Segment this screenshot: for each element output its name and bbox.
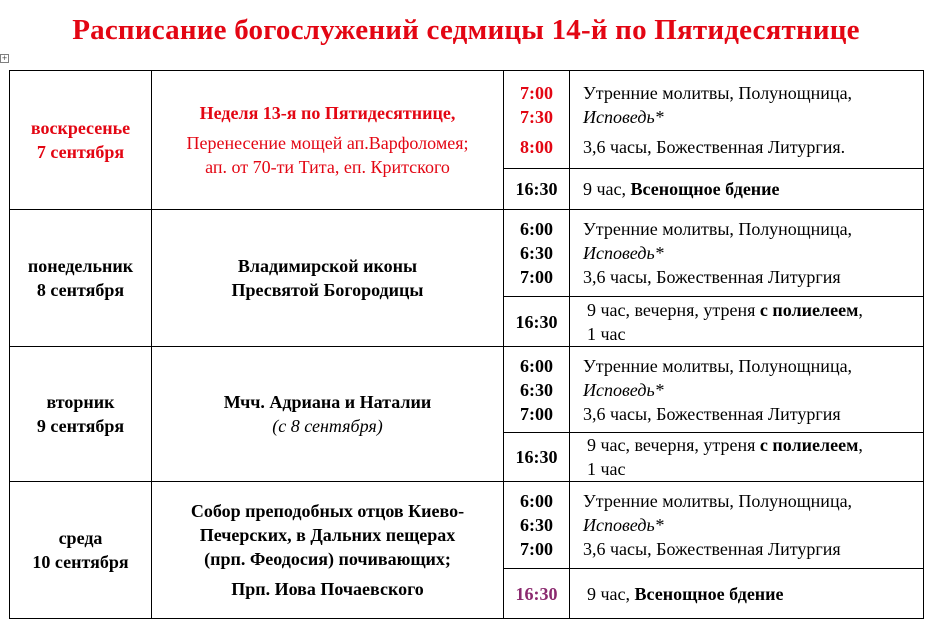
service-time: 16:30: [515, 583, 558, 604]
time-cell: [504, 71, 570, 169]
service-line: 1 час: [587, 323, 626, 344]
feast-line: (прп. Феодосия) почивающих;: [204, 549, 451, 569]
day-date: 7 сентября: [36, 142, 125, 162]
service-time: 16:30: [515, 447, 558, 467]
services-cell: [570, 347, 924, 433]
feast-cell: [152, 482, 504, 619]
service-line: Утренние молитвы, Полунощница,: [583, 219, 853, 239]
day-cell: [10, 71, 152, 210]
feast-line: (с 8 сентября): [272, 416, 383, 436]
page-title: Расписание богослужений седмицы 14-й по Пятидесятнице: [72, 14, 860, 46]
service-line: 9 час, вечерня, утреня: [587, 299, 760, 320]
feast-line: ап. от 70-ти Тита, еп. Критского: [205, 157, 450, 177]
table-row: [10, 71, 924, 169]
feast-title: Неделя 13-я по Пятидесятнице,: [199, 103, 456, 123]
service-time: 6:00: [520, 219, 553, 239]
services-cell: [570, 210, 924, 297]
day-name: понедельник: [27, 256, 134, 276]
service-line: ,: [858, 299, 863, 320]
table-row: [10, 347, 924, 433]
service-time: 7:30: [520, 106, 553, 127]
service-time: 8:00: [520, 136, 553, 157]
table-row: [10, 210, 924, 297]
feast-line: Мчч. Адриана и Наталии: [223, 392, 432, 412]
day-date: 9 сентября: [36, 416, 125, 436]
service-time: 16:30: [515, 179, 558, 199]
service-line: Исповедь*: [583, 515, 664, 535]
day-name: среда: [58, 528, 103, 548]
service-line: Исповедь*: [583, 379, 664, 400]
service-line: ,: [858, 435, 863, 455]
feast-line: Перенесение мощей ап.Варфоломея;: [186, 133, 469, 153]
services-cell: [570, 433, 924, 482]
service-line: Утренние молитвы, Полунощница,: [583, 355, 853, 376]
services-cell: [570, 569, 924, 619]
service-line: 3,6 часы, Божественная Литургия: [583, 267, 841, 287]
feast-line: Владимирской иконы: [237, 256, 418, 276]
service-time: 16:30: [515, 311, 558, 332]
service-line-bold: с полиелеем: [759, 435, 859, 455]
time-cell: [504, 297, 570, 347]
service-time: 6:00: [520, 355, 553, 376]
day-date: 8 сентября: [36, 280, 125, 300]
feast-line: Пресвятой Богородицы: [231, 280, 424, 300]
service-time: 6:30: [520, 243, 553, 263]
service-line-bold: Всенощное бдение: [630, 179, 780, 199]
feast-cell: [152, 347, 504, 482]
day-date: 10 сентября: [32, 552, 129, 572]
feast-cell: [152, 210, 504, 347]
service-line: 1 час: [587, 459, 626, 479]
service-time: 6:30: [520, 379, 553, 400]
day-cell: [10, 482, 152, 619]
service-time: 7:00: [520, 267, 553, 287]
service-line: 9 час, вечерня, утреня: [587, 435, 760, 455]
service-line-bold: Всенощное бдение: [634, 583, 784, 604]
services-cell: [570, 71, 924, 169]
day-name: вторник: [46, 392, 115, 412]
time-cell: [504, 210, 570, 297]
service-line: 3,6 часы, Божественная Литургия.: [583, 136, 846, 157]
services-cell: [570, 482, 924, 569]
service-line: 9 час,: [587, 583, 635, 604]
service-line-bold: с полиелеем: [759, 299, 859, 320]
feast-line: Прп. Иова Почаевского: [231, 579, 424, 599]
day-cell: [10, 210, 152, 347]
service-time: 7:00: [520, 539, 553, 559]
service-line: Утренние молитвы, Полунощница,: [583, 82, 853, 103]
feast-line: Печерских, в Дальних пещерах: [199, 525, 456, 545]
service-line: Исповедь*: [583, 243, 664, 263]
time-cell: [504, 482, 570, 569]
time-cell: [504, 347, 570, 433]
time-cell: [504, 433, 570, 482]
service-time: 7:00: [520, 403, 553, 424]
service-time: 6:00: [520, 491, 553, 511]
services-cell: [570, 169, 924, 210]
table-row: [10, 482, 924, 569]
service-time: 6:30: [520, 515, 553, 535]
service-line: Утренние молитвы, Полунощница,: [583, 491, 853, 511]
time-cell: [504, 169, 570, 210]
service-line: 9 час,: [583, 179, 631, 199]
service-line: 3,6 часы, Божественная Литургия: [583, 539, 841, 559]
feast-line: Собор преподобных отцов Киево-: [190, 501, 465, 521]
day-cell: [10, 347, 152, 482]
service-time: 7:00: [520, 82, 553, 103]
service-line: 3,6 часы, Божественная Литургия: [583, 403, 841, 424]
day-name: воскресенье: [30, 118, 131, 138]
time-cell: [504, 569, 570, 619]
service-line: Исповедь*: [583, 106, 664, 127]
table-move-handle-icon[interactable]: +: [1, 54, 8, 62]
services-cell: [570, 297, 924, 347]
feast-cell: [152, 71, 504, 210]
schedule-table-body: [9, 70, 924, 619]
